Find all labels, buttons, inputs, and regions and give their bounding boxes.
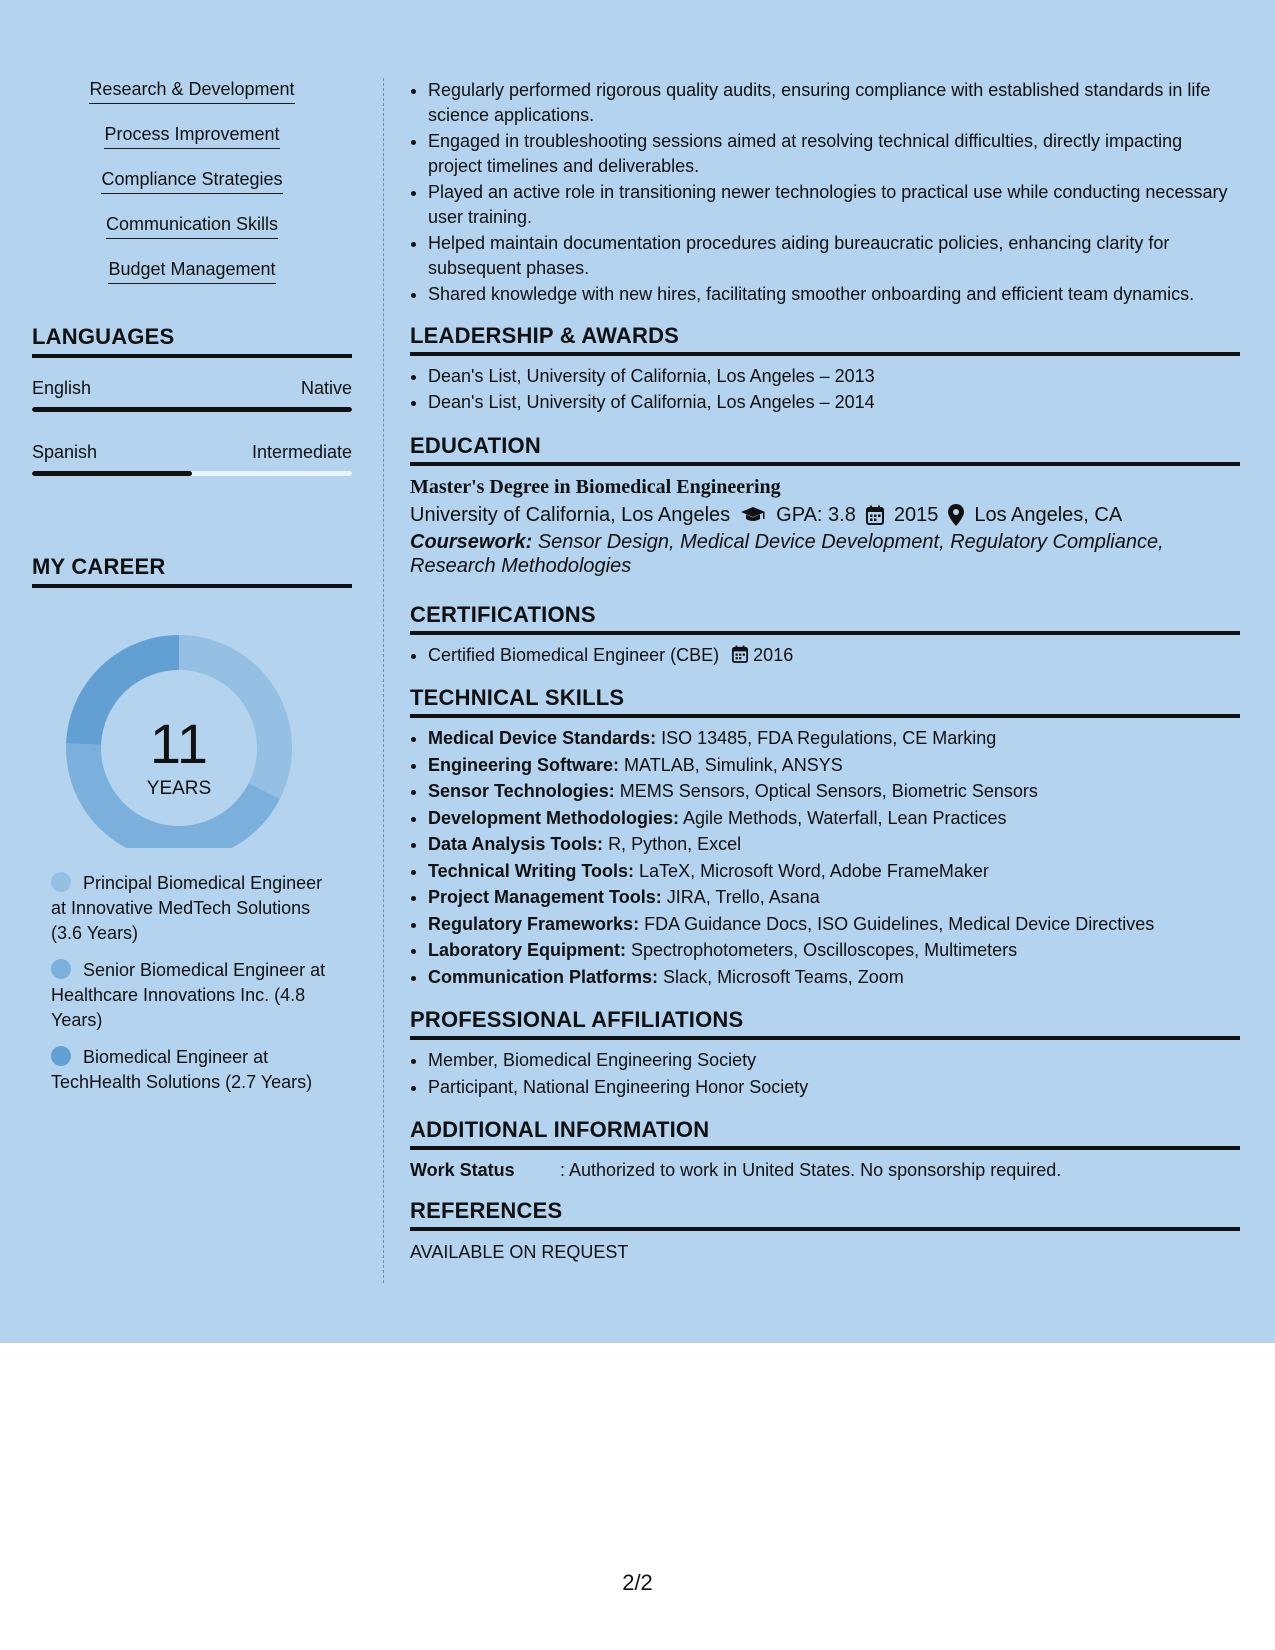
graduation-year: 2015	[893, 503, 939, 526]
certification-name: Certified Biomedical Engineer (CBE)	[428, 644, 720, 665]
education-heading: EDUCATION	[410, 433, 1240, 466]
main-content	[410, 78, 1240, 1265]
skills-list	[32, 76, 352, 284]
skill-value: Spectrophotometers, Oscilloscopes, Multimeters	[631, 940, 1018, 960]
skill-value: MEMS Sensors, Optical Sensors, Biometric Sensors	[619, 781, 1038, 801]
leadership-item: • Dean's List, University of California, Los Angeles – 2013	[428, 364, 1240, 389]
technical-skill-item	[428, 726, 1240, 751]
experience-bullet: • Regularly performed rigorous quality audits, ensuring compliance with established standards in life science applications.	[428, 78, 1240, 127]
gpa: GPA: 3.8	[776, 503, 856, 526]
legend-dot	[51, 1046, 71, 1066]
language-level: Intermediate	[251, 442, 352, 462]
skill-value: Slack, Microsoft Teams, Zoom	[663, 966, 904, 987]
legend-dot	[51, 959, 71, 979]
career-legend	[51, 871, 352, 1095]
coursework-text: Sensor Design, Medical Device Development, Regulatory Compliance, Research Methodologies	[410, 530, 1164, 577]
page-number: 2/2	[622, 1570, 653, 1595]
technical-skills-heading: TECHNICAL SKILLS	[410, 685, 1240, 718]
technical-skill-item	[428, 965, 1240, 990]
language-spanish	[32, 442, 352, 476]
skill-label: Sensor Technologies:	[428, 781, 615, 801]
skill-item: Communication Skills	[106, 211, 278, 239]
skill-value: MATLAB, Simulink, ANSYS	[624, 754, 843, 775]
certifications-list	[410, 643, 1240, 668]
coursework-label: Coursework:	[410, 530, 533, 553]
certification-year: 2016	[753, 644, 794, 665]
work-status-label: Work Status	[410, 1160, 515, 1180]
language-proficiency-bar	[32, 471, 352, 476]
technical-skill-item	[428, 912, 1240, 937]
skill-value: Agile Methods, Waterfall, Lean Practices	[683, 807, 1007, 828]
affiliations-list	[410, 1048, 1240, 1099]
certifications-heading: CERTIFICATIONS	[410, 602, 1240, 635]
experience-bullet: • Helped maintain documentation procedures aiding bureaucratic policies, enhancing clarity for subsequent phases.	[428, 231, 1240, 280]
skill-item: Compliance Strategies	[101, 166, 282, 194]
technical-skill-item	[428, 885, 1240, 910]
career-total-number: 11	[149, 712, 209, 775]
technical-skill-item	[428, 753, 1240, 778]
skill-label: Laboratory Equipment:	[428, 940, 627, 960]
leadership-heading: LEADERSHIP & AWARDS	[410, 323, 1240, 356]
skill-label: Data Analysis Tools:	[428, 834, 604, 854]
technical-skill-item	[428, 779, 1240, 804]
references-heading: REFERENCES	[410, 1198, 1240, 1231]
affiliation-item: • Member, Biomedical Engineering Society	[428, 1048, 1240, 1073]
experience-bullet: • Shared knowledge with new hires, facilitating smoother onboarding and efficient team dynamics.	[428, 282, 1240, 307]
school-name: University of California, Los Angeles	[410, 503, 731, 526]
location-pin-icon	[948, 504, 964, 526]
language-name: Spanish	[32, 442, 98, 462]
career-legend-item	[51, 871, 341, 946]
technical-skill-item	[428, 806, 1240, 831]
skill-item: Budget Management	[108, 256, 275, 284]
skill-item: Process Improvement	[104, 121, 279, 149]
skill-value: R, Python, Excel	[608, 834, 742, 854]
leadership-item: • Dean's List, University of California, Los Angeles – 2014	[428, 390, 1240, 415]
technical-skill-item	[428, 832, 1240, 857]
education-location: Los Angeles, CA	[974, 503, 1123, 526]
skill-label: Development Methodologies:	[428, 807, 680, 828]
calendar-icon	[732, 645, 748, 663]
technical-skill-item	[428, 859, 1240, 884]
calendar-icon	[866, 505, 884, 525]
skill-label: Communication Platforms:	[428, 966, 659, 987]
career-legend-item	[51, 1045, 341, 1095]
experience-bullet: • Played an active role in transitioning newer technologies to practical use while conducting necessary user training.	[428, 180, 1240, 229]
career-legend-item	[51, 958, 341, 1033]
degree-title: Master's Degree in Biomedical Engineering	[410, 475, 781, 498]
career-donut-chart	[32, 588, 352, 848]
skill-label: Project Management Tools:	[428, 887, 662, 907]
column-divider	[383, 78, 384, 1283]
language-english	[32, 378, 352, 412]
career-heading: MY CAREER	[32, 554, 352, 588]
affiliation-item: • Participant, National Engineering Honor Society	[428, 1075, 1240, 1100]
sidebar	[32, 76, 352, 1107]
technical-skills-list	[410, 726, 1240, 989]
education-details	[410, 500, 1240, 530]
career-legend-label: Senior Biomedical Engineer at Healthcare Innovations Inc. (4.8 Years)	[51, 960, 326, 1030]
language-proficiency-fill	[32, 407, 352, 412]
leadership-list	[410, 364, 1240, 415]
technical-skill-item	[428, 938, 1240, 963]
experience-bullets	[410, 78, 1240, 307]
skill-item: Research & Development	[89, 76, 294, 104]
work-status-row	[410, 1158, 1240, 1182]
work-status-value: : Authorized to work in United States. No sponsorship required.	[560, 1160, 1062, 1180]
career-total-unit: YEARS	[146, 778, 212, 799]
language-name: English	[32, 378, 92, 398]
legend-dot	[51, 872, 71, 892]
affiliations-heading: PROFESSIONAL AFFILIATIONS	[410, 1007, 1240, 1040]
coursework	[410, 530, 1240, 578]
skill-label: Medical Device Standards:	[428, 728, 657, 748]
career-legend-label: Principal Biomedical Engineer at Innovative MedTech Solutions (3.6 Years)	[51, 873, 323, 943]
language-proficiency-bar	[32, 407, 352, 412]
skill-value: LaTeX, Microsoft Word, Adobe FrameMaker	[639, 860, 989, 881]
skill-value: JIRA, Trello, Asana	[666, 887, 820, 907]
experience-bullet: • Engaged in troubleshooting sessions aimed at resolving technical difficulties, directly impacting project timelines and deliverables.	[428, 129, 1240, 178]
skill-value: ISO 13485, FDA Regulations, CE Marking	[661, 728, 997, 748]
references-text: AVAILABLE ON REQUEST	[410, 1242, 629, 1262]
skill-label: Regulatory Frameworks:	[428, 913, 640, 934]
skill-label: Engineering Software:	[428, 754, 620, 775]
additional-info-heading: ADDITIONAL INFORMATION	[410, 1117, 1240, 1150]
language-proficiency-fill	[32, 471, 192, 476]
career-legend-label: Biomedical Engineer at TechHealth Solutions (2.7 Years)	[51, 1047, 313, 1092]
language-level: Native	[300, 378, 352, 398]
skill-value: FDA Guidance Docs, ISO Guidelines, Medical Device Directives	[644, 913, 1155, 934]
skill-label: Technical Writing Tools:	[428, 860, 635, 881]
graduation-cap-icon	[740, 505, 766, 525]
certification-item	[428, 643, 1240, 668]
languages-heading: LANGUAGES	[32, 324, 352, 358]
